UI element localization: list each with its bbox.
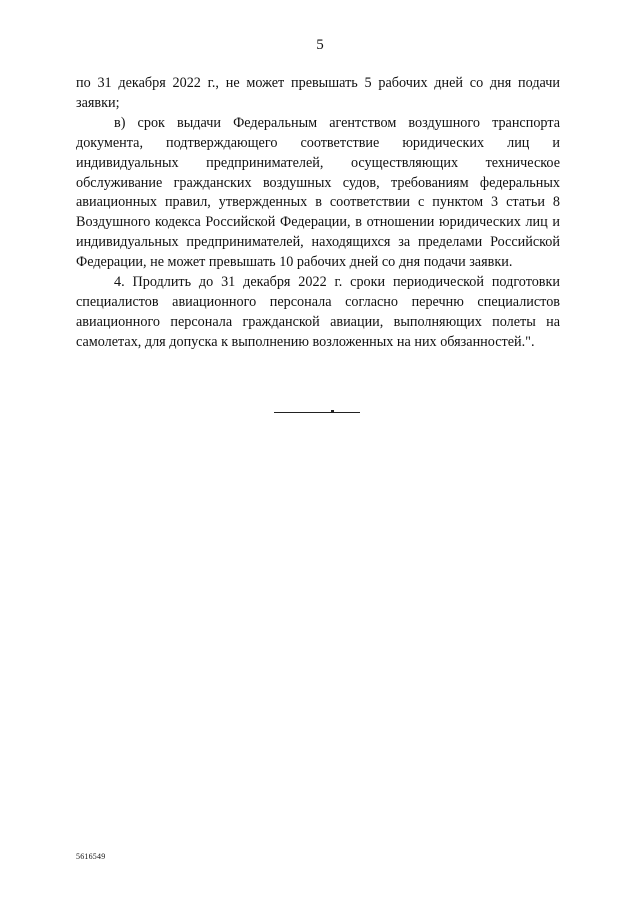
paragraph-subitem-v: в) срок выдачи Федеральным агентством воздушного транспорта документа, подтверждающего соответствие юридических лиц и индивидуальных предпринимателей, осуществляющих техническое обслуживание гражданских воздушных судов, требованиям федеральных авиационных правил, утвержденных в соответствии с пунктом 3 статьи 8 Воздушного кодекса Российской Федерации, в отношении юридических лиц и индивидуальных предпринимателей, находящихся за пределами Российской Федерации, не может превышать 10 рабочих дней со дня подачи заявки.	[76, 114, 560, 271]
paragraph-continuation: по 31 декабря 2022 г., не может превышать 5 рабочих дней со дня подачи заявки;	[76, 75, 560, 111]
end-divider-line	[274, 412, 360, 413]
page-number: 5	[316, 37, 324, 53]
document-code: 5616549	[76, 852, 106, 861]
document-body	[76, 74, 560, 353]
paragraph-item-4: 4. Продлить до 31 декабря 2022 г. сроки периодической подготовки специалистов авиационного персонала согласно перечню специалистов авиационного персонала гражданской авиации, выполняющих полеты на самолетах, для допуска к выполнению возложенных на них обязанностей.".	[76, 274, 560, 350]
end-divider-mark	[331, 410, 334, 412]
